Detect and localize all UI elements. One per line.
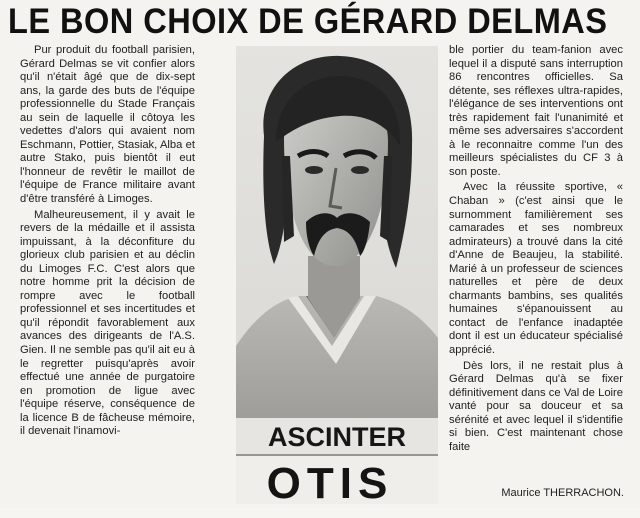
article-column-left — [20, 44, 195, 439]
left-paragraph-2: Malheureusement, il y avait le revers de la médaille et il assista impuissant, à la déconfiture du glorieux club parisien et au déclin du Limoges F.C. C'est alors que notre homme prit la décision de rompre avec le football professionnel et ses incertitudes et qu'il répondit favorablement aux avances des dirigeants de l'A.S. Gien. Il ne semble pas qu'il ait eu à le regretter puisqu'après avoir effectué une année de purgatoire en promotion de ligue avec l'équipe réserve, conséquence de la licence B de fâcheuse mémoire, il devenait l'inamovi- — [20, 208, 195, 438]
article-headline: LE BON CHOIX DE GÉRARD DELMAS — [8, 2, 608, 41]
left-paragraph-1: Pur produit du football parisien, Gérard Delmas se vit confier alors qu'il n'était âgé que de dix-sept ans, la garde des buts de l'équipe professionnelle du Stade Français au sein de laquelle il côtoya les vedettes d'alors qui avaient nom Eschmann, Pottier, Stasiak, Alba et autre Stako, puis bientôt il eut l'honneur de revêtir le maillot de l'équipe de France militaire avant d'être transféré à Limoges. — [20, 44, 195, 206]
jersey-sponsor-top: ASCINTER — [267, 422, 407, 452]
portrait-photo — [236, 46, 438, 504]
right-paragraph-1: ble portier du team-fanion avec lequel il a disputé sans interruption 86 rencontres officielles. Sa détente, ses réflexes ultra-rapides, l'élégance de ses interventions ont très rapidement fait l'unanimité et même ses adversaires s'accordent à le reconnaitre comme l'un des meilleurs spécialistes du CF 3 à son poste. — [449, 44, 623, 178]
portrait-illustration — [236, 46, 438, 504]
right-paragraph-3: Dès lors, il ne restait plus à Gérard Delmas qu'à se fixer définitivement dans ce Val de Loire vanté pour sa douceur et sa sérénité et avec lequel il s'identifie si bien. C'est maintenant chose faite — [449, 359, 623, 453]
jersey-sponsor-bottom: OTIS — [266, 459, 394, 504]
page-bottom-margin — [0, 508, 640, 518]
right-paragraph-2: Avec la réussite sportive, « Chaban » (c'est ainsi que le surnomment familièrement ses camarades et ses nombreux admirateurs) a trouvé dans la cité d'Anne de Beaujeu, la stabilité. Marié à un professeur de sciences naturelles et père de deux charmants bambins, ses qualités humaines s'épanouissent au contact de l'enfance inadaptée dont il est un éducateur spécialisé apprécié. — [449, 181, 623, 357]
author-signature: Maurice THERRACHON. — [501, 487, 624, 499]
article-column-right — [449, 44, 623, 454]
